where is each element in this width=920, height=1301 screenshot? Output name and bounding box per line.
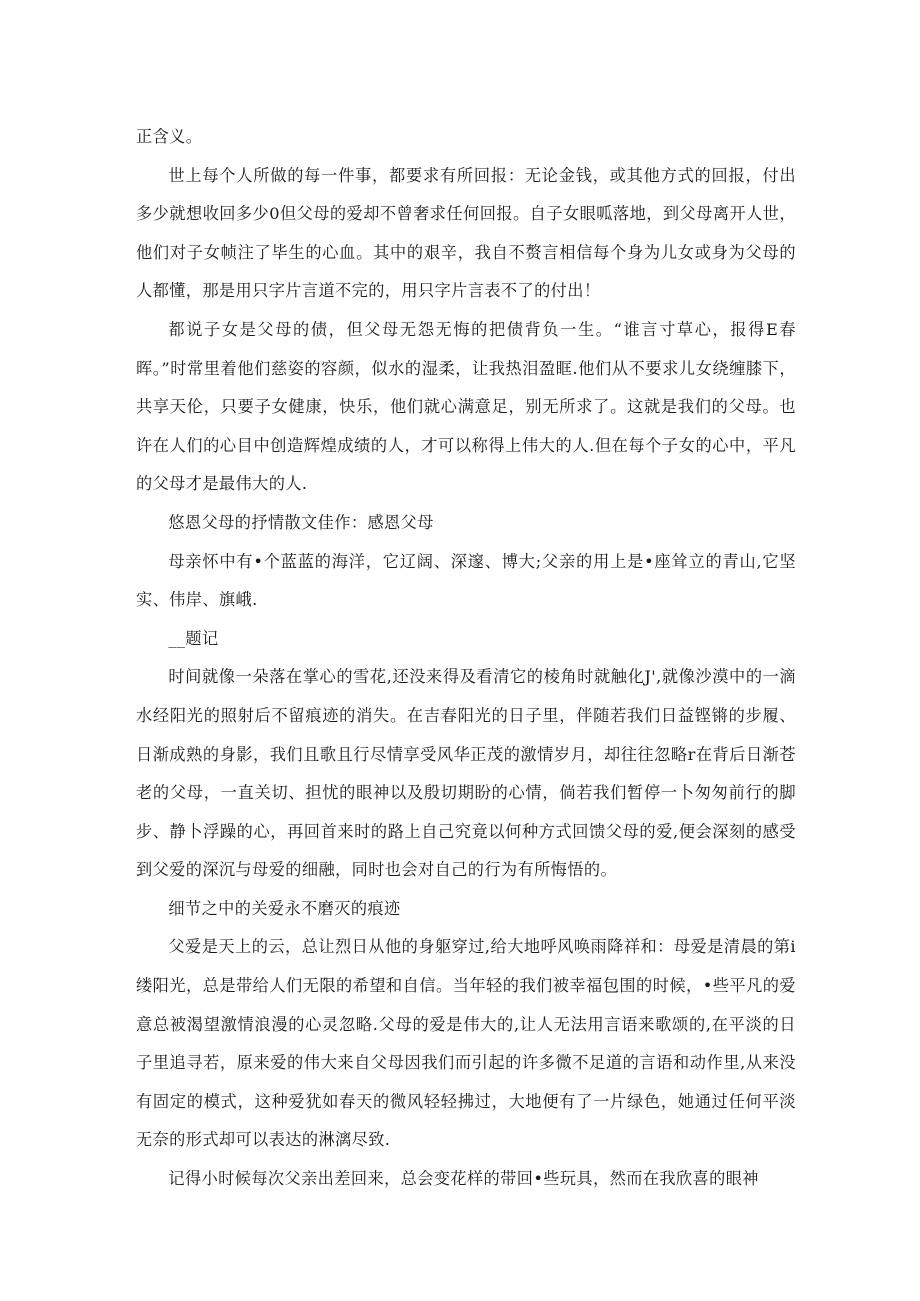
- paragraph-mother-father: 母亲怀中有•个蓝蓝的海洋，它辽阔、深邃、博大;父亲的用上是•座耸立的青山,它坚实、伟岸、旗峨.: [136, 551, 796, 610]
- paragraph-childhood: 记得小时候每次父亲出差回来，总会变花样的带回•些玩具，然而在我欣喜的眼神: [168, 1169, 759, 1189]
- document-page: [136, 118, 796, 1199]
- paragraph-time: 时间就像一朵落在掌心的雪花,还没来得及看清它的棱角时就触化J',就像沙漠中的一滴水经阳光的照射后不留痕迹的消失。在吉春阳光的日子里，伴随若我们日益铿锵的步履、日渐成熟的身影，我们且歌且行尽情享受风华正茂的激情岁月，却往往忽略r在背后日渐苍老的父母，一直关切、担忧的眼神以及殷切期盼的心情，倘若我们暂停一卜匆匆前行的脚步、静卜浮躁的心，再回首来时的路上自己究竟以何种方式回馈父母的爱,便会深刻的感受到父爱的深沉与母爱的细融，同时也会对自己的行为有所悔悟的。: [136, 667, 796, 880]
- paragraph-continuation: 正含义。: [136, 127, 203, 146]
- section-heading-gratitude: 悠恩父母的抒情散文佳作：感恩父母: [168, 512, 434, 532]
- paragraph-love-clouds: 父爱是天上的云，总让烈日从他的身躯穿过,给大地呼风唤雨降祥和：母爱是清晨的第i缕阳光，总是带给人们无限的希望和自信。当年轻的我们被幸福包围的时候，•些平凡的爱意总被渴望激情浪漫的心灵忽略.父母的爱是伟大的,让人无法用言语来歌颂的,在平淡的日子里追寻若，原来爱的伟大来自父母因我们而引起的许多微不足道的言语和动作里,从来没有固定的模式，这种爱犹如春天的微风轻轻拂过，大地便有了一片绿色，她通过任何平淡无奈的形式却可以表达的淋漓尽致.: [136, 937, 796, 1150]
- paragraph-debt: 都说子女是父母的债，但父母无怨无悔的把债背负一生。“谁言寸草心，报得E春晖。”时常里着他们慈姿的容颜，似水的湿柔，让我热泪盈眶.他们从不要求儿女绕缠膝下，共享天伦，只要子女健康，快乐，他们就心满意足，别无所求了。这就是我们的父母。也许在人们的心目中创造辉煌成绩的人，才可以称得上伟大的人.但在每个子女的心中，平凡的父母才是最伟大的人.: [136, 319, 796, 494]
- section-heading-details: 细节之中的关爱永不磨灭的痕迹: [168, 898, 401, 918]
- epigraph-label: __题记: [168, 628, 219, 648]
- paragraph-reward: 世上每个人所做的每一件事，都要求有所回报：无论金钱，或其他方式的回报，付出多少就想收回多少0但父母的爱却不曾奢求任何回报。自子女眼呱落地，到父母离开人世，他们对子女帧注了毕生的心血。其中的艰辛，我自不赘言相信每个身为儿女或身为父母的人都懂，那是用只字片言道不完的，用只字片言表不了的付出！: [136, 165, 796, 301]
